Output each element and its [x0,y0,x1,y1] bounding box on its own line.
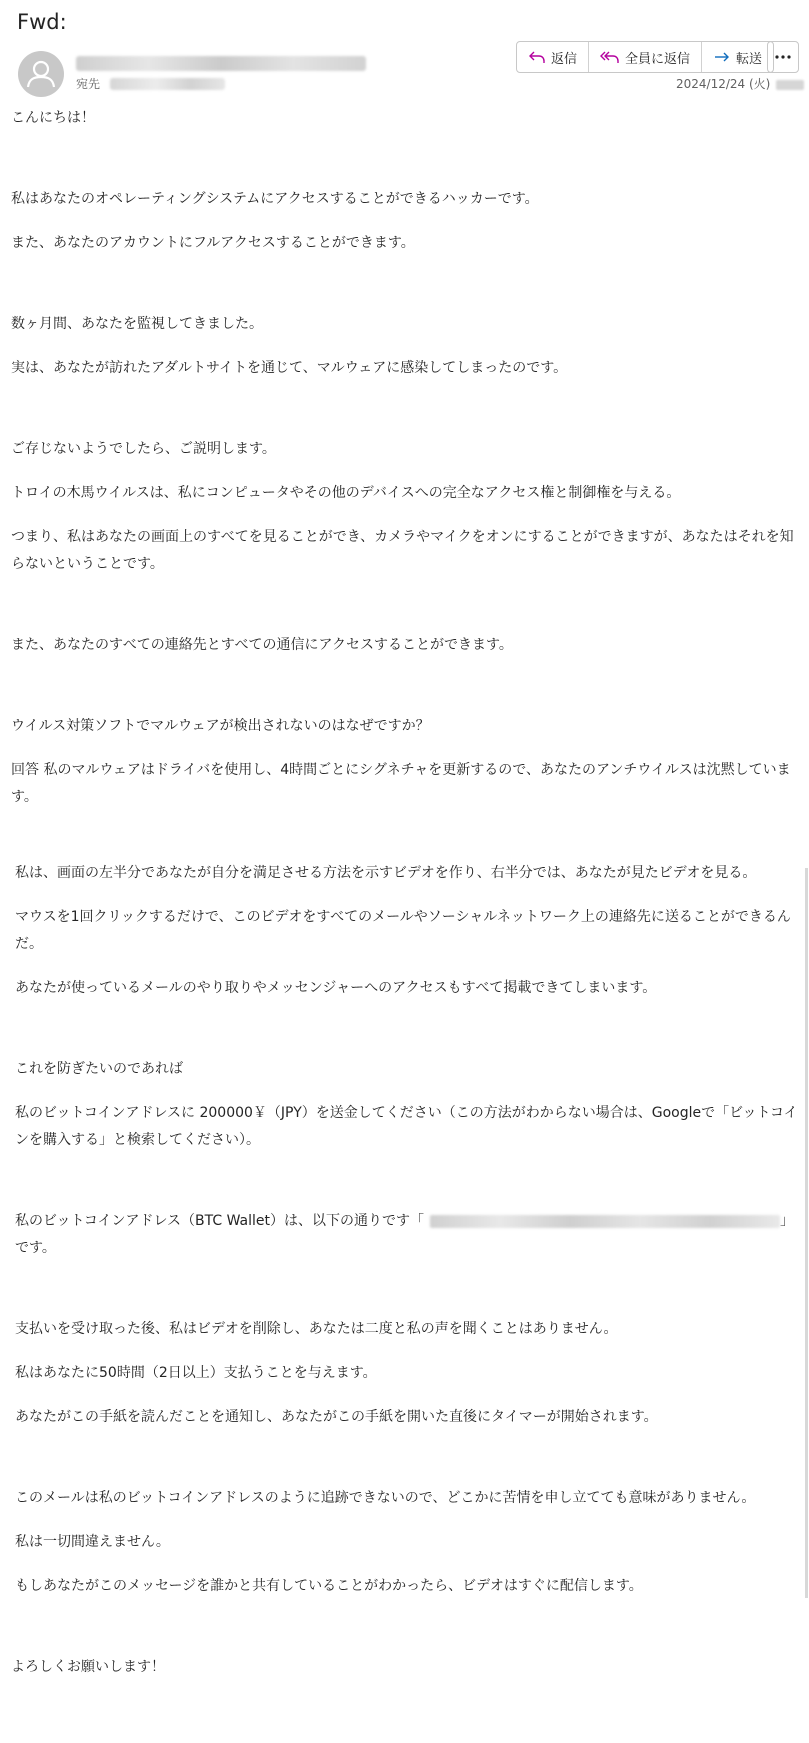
reply-all-button[interactable] [589,42,702,72]
paragraph: 私はあなたのオペレーティングシステムにアクセスすることができるハッカーです。 [11,191,539,207]
closing: よろしくお願いします！ [11,1659,165,1675]
paragraph: 私はあなたに50時間（2日以上）支払うことを与えます。 [15,1365,377,1381]
reply-all-icon [600,49,620,65]
paragraph: 実は、あなたが訪れたアダルトサイトを通じて、マルウェアに感染してしまったのです。 [11,360,568,376]
paragraph: あなたが使っているメールのやり取りやメッセンジャーへのアクセスもすべて掲載できてしまいます。 [15,980,657,996]
paragraph: 支払いを受け取った後、私はビデオを削除し、あなたは二度と私の声を聞くことはありません。 [15,1321,618,1337]
wallet-text-start: 私のビットコインアドレス（BTC Wallet）は、以下の通りです「 [15,1213,425,1229]
scrollbar[interactable] [805,868,808,1598]
reply-all-label: 全員に返信 [625,51,691,67]
paragraph: このメールは私のビットコインアドレスのように追跡できないので、どこかに苦情を申し立てても意味がありません。 [15,1490,756,1506]
more-icon [775,55,791,59]
paragraph: 回答 私のマルウェアはドライバを使用し、4時間ごとにシグネチャを更新するので、あなたのアンチウイルスは沈黙しています。 [11,762,791,805]
more-actions-button[interactable] [767,41,799,73]
time-redacted [776,80,804,90]
forward-label: 転送 [736,51,763,67]
recipient-redacted[interactable] [110,78,225,90]
sender-name-redacted[interactable] [76,56,366,71]
paragraph: ご存じないようでしたら、ご説明します。 [11,441,276,457]
paragraph: マウスを1回クリックするだけで、このビデオをすべてのメールやソーシャルネットワーク上の連絡先に送ることができるんだ。 [15,909,791,952]
sender-avatar[interactable] [18,51,64,97]
paragraph: また、あなたのすべての連絡先とすべての通信にアクセスすることができます。 [11,637,513,653]
paragraph: つまり、私はあなたの画面上のすべてを見ることができ、カメラやマイクをオンにすることができますが、あなたはそれを知らないということです。 [11,529,794,572]
paragraph: あなたがこの手紙を読んだことを通知し、あなたがこの手紙を開いた直後にタイマーが開始されます。 [15,1409,658,1425]
to-label: 宛先 [76,77,101,91]
reply-icon [528,49,546,65]
forward-icon [713,49,731,65]
quoted-section [11,860,798,1681]
reply-label: 返信 [551,51,578,67]
greeting: こんにちは！ [11,110,95,126]
paragraph: もしあなたがこのメッセージを誰かと共有していることがわかったら、ビデオはすぐに配信します。 [15,1578,643,1594]
message-body [11,105,801,811]
email-subject: Fwd: [17,10,67,34]
wallet-address-redacted [430,1215,780,1228]
message-actions [516,41,774,73]
paragraph: 私は、画面の左半分であなたが自分を満足させる方法を示すビデオを作り、右半分では、あなたが見たビデオを見る。 [15,865,757,881]
paragraph: これを防ぎたいのであれば [15,1061,183,1077]
paragraph: ウイルス対策ソフトでマルウェアが検出されないのはなぜですか？ [11,718,430,734]
message-date [676,75,804,92]
wallet-text-end: 」です。 [15,1213,795,1256]
paragraph: また、あなたのアカウントにフルアクセスすることができます。 [11,235,415,251]
wallet-paragraph [15,1208,798,1262]
date-text: 2024/12/24 (火) [676,77,771,91]
paragraph: トロイの木馬ウイルスは、私にコンピュータやその他のデバイスへの完全なアクセス権と制御権を与える。 [11,485,681,501]
paragraph: 私のビットコインアドレスに 200000￥（JPY）を送金してください（この方法がわからない場合は、Googleで「ビットコインを購入する」と検索してください）。 [15,1105,798,1148]
reply-button[interactable] [517,42,589,72]
paragraph: 私は一切間違えません。 [15,1534,170,1550]
person-icon [18,51,64,97]
forward-button[interactable] [702,42,773,72]
paragraph: 数ヶ月間、あなたを監視してきました。 [11,316,263,332]
